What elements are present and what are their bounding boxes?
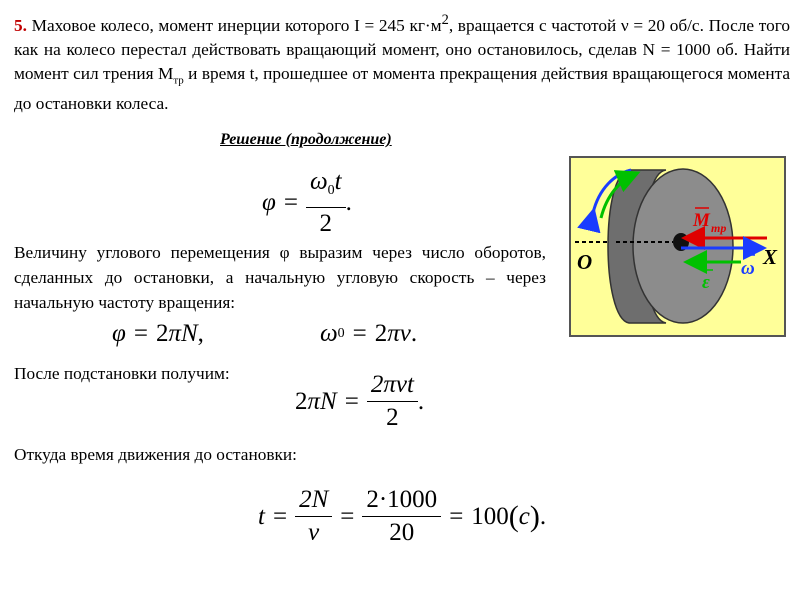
formula-phi-omega [262,168,352,238]
f3-var: ν [399,320,411,347]
f4-lhs-num: 2 [295,387,308,415]
f3-num: 2 [374,320,388,347]
f5-eq3: = [449,502,464,530]
flywheel-figure [569,156,786,337]
f5-frac2-den: 20 [389,519,415,546]
problem-subscript: тр [173,74,184,87]
f5-frac2-num: 2·1000 [362,486,441,517]
formula-substitution [295,371,424,432]
problem-number: 5. [14,15,27,35]
label-omega: ω [741,258,755,279]
flywheel-diagram [571,158,784,335]
f3-end: . [410,320,418,347]
formula-time-result [258,486,546,547]
f5-value: 100 [471,502,509,530]
f2-end: , [197,320,204,347]
f1-numerator [306,168,346,208]
formula-omega-2pinu [320,320,417,348]
f4-end: . [417,387,425,415]
problem-superscript: 2 [441,12,449,28]
problem-statement [14,8,790,116]
f4-lhs-pi: π [307,387,321,415]
f2-var: N [180,320,198,347]
f5-eq2: = [340,502,355,530]
solution-title: Решение (продолжение) [220,131,392,148]
f2-pi: π [168,320,181,347]
f5-unit: c [518,502,530,530]
f1-num-t: t [334,168,342,195]
f3-lhs: ω [320,320,338,347]
f1-denominator: 2 [319,210,332,237]
f5-paren-open: ( [508,499,519,533]
paragraph-time: Откуда время движения до остановки: [14,445,297,464]
problem-text-3: и время t, прошедшее от момента прекращения действия вращающегося момента до остановки колеса. [14,63,790,114]
f5-fraction-1 [295,486,332,547]
f1-end: . [345,189,352,216]
f5-fraction-2 [362,486,441,547]
f2-lhs: φ [112,320,126,347]
paragraph-angular-displacement: Величину углового перемещения φ выразим через число оборотов, сделанных до остановки, а начальную угловую скорость – через начальную частоту вращения: [14,243,546,312]
label-axis: X [763,245,778,269]
f5-frac1-num: 2N [295,486,332,517]
f1-lhs: φ [262,189,276,216]
f5-end: . [539,502,547,530]
f1-num-var: ω [309,168,328,195]
f1-num-sub: 0 [327,183,335,198]
f4-eq: = [344,387,359,415]
f2-num: 2 [155,320,169,347]
paragraph-substitution: После подстановки получим: [14,364,230,383]
label-epsilon: ε [702,272,710,293]
f1-fraction [306,168,346,238]
f4-fraction [367,371,418,432]
f4-denominator: 2 [386,404,399,431]
f1-eq: = [283,189,298,216]
f4-lhs-var: N [320,387,337,415]
f5-lhs: t [258,502,265,530]
f2-eq: = [133,320,148,347]
problem-text-1: Маховое колесо, момент инерции которого I = 245 кг·м [26,15,442,35]
formula-phi-2pin [112,320,204,348]
f5-frac1-den: ν [308,519,320,546]
f5-paren-close: ) [529,499,540,533]
label-origin: O [577,250,593,274]
f4-numerator: 2πνt [367,371,418,402]
label-torque-sub: тр [711,221,727,235]
f5-eq1: = [272,502,288,530]
f3-pi: π [387,320,400,347]
f3-eq: = [352,320,367,347]
problem-text-2: , вращается с частотой ν = 20 об/с. После того как на колесо перестал действовать вращающий момент, оно остановилось, сделав N = 1000 об. Найти момент сил трения M [14,15,791,83]
label-torque: M [693,210,710,231]
f3-lhs-sub: 0 [337,326,345,341]
